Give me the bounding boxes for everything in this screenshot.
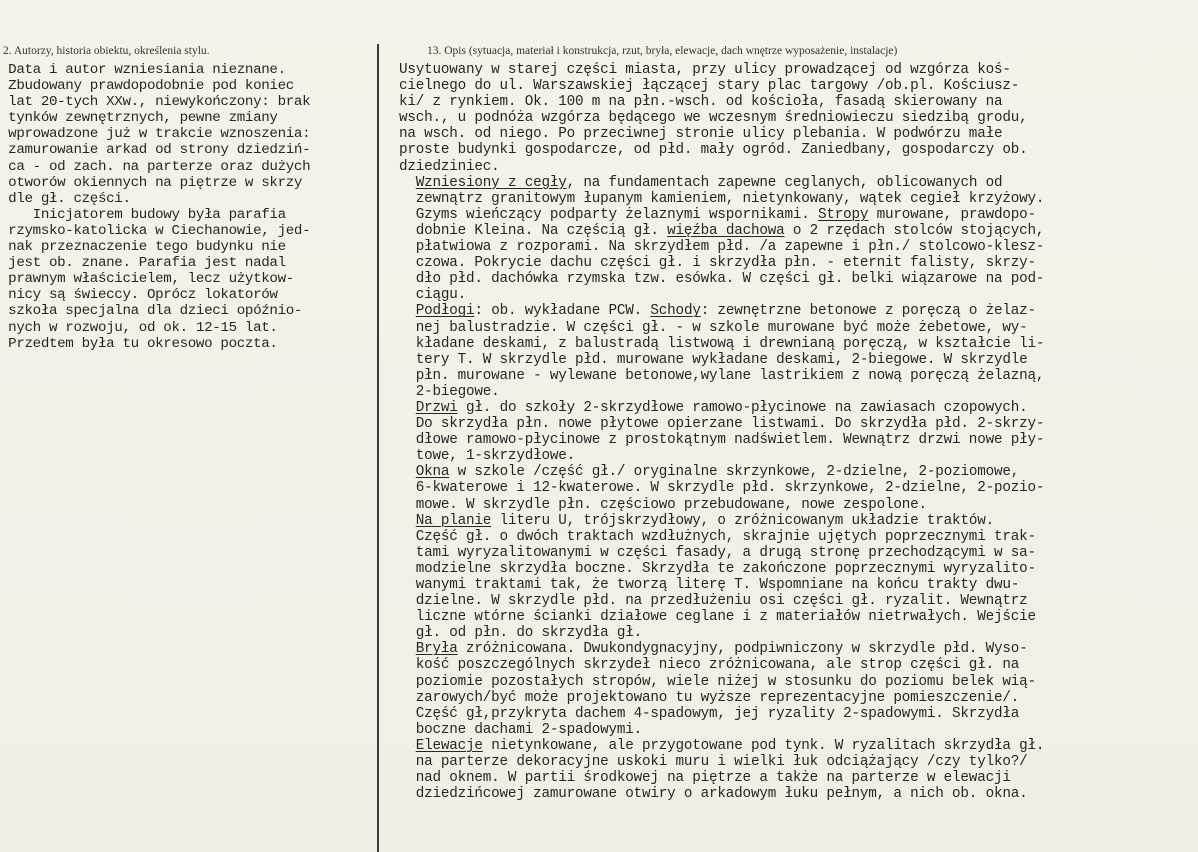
right-text-line (399, 706, 1194, 722)
text-segment: nietynkowane, ale przygotowane pod tynk. W ryzalitach skrzydła gł. (482, 737, 1045, 754)
right-text-line (399, 722, 1194, 738)
text-segment (399, 303, 416, 319)
text-segment: czowa. Pokrycie dachu części gł. i skrzydła płn. - eternit falisty, skrzy- (399, 255, 1036, 272)
left-text-line: lat 20-tych XXw., niewykończony: brak (0, 94, 311, 111)
text-segment: o 2 rzędach stolców stojących, (784, 222, 1045, 239)
right-text-line (399, 239, 1194, 255)
underlined-heading: Schody (650, 303, 701, 320)
text-segment: ciągu. (399, 287, 467, 304)
right-text-line (399, 384, 1194, 400)
text-segment: , na fundamentach zapewne ceglanych, oblicowanych od (566, 174, 1003, 191)
left-text-line: ca - od zach. na parterze oraz dużych (0, 158, 311, 175)
right-text-line (399, 303, 1194, 319)
text-segment: ki/ z rynkiem. Ok. 100 m na płn.-wsch. od kościoła, fasadą skierowany na (399, 94, 1003, 111)
right-text-line (399, 497, 1194, 513)
right-text-line (399, 336, 1194, 352)
underlined-heading: Na planie (415, 512, 492, 529)
text-segment (399, 641, 416, 657)
left-column-text (0, 62, 374, 352)
underlined-heading: Bryła (415, 641, 458, 658)
left-text-line: otworów okiennych na piętrze w skrzy (0, 174, 303, 191)
underlined-heading: Podłogi (415, 303, 475, 320)
text-segment (399, 464, 416, 480)
right-text-line (399, 400, 1194, 416)
left-text-line: rzymsko-katolicka w Ciechanowie, jed- (0, 222, 311, 239)
right-text-line (399, 255, 1194, 271)
text-segment: tami wyryzalitowanymi w części fasady, a drugą stronę przechodzącymi w sa- (399, 544, 1036, 561)
text-segment (399, 513, 416, 529)
text-segment: boczne dachami 2-spadowymi. (399, 721, 643, 738)
right-text-line (399, 609, 1194, 625)
right-text-line (399, 368, 1194, 384)
right-text-line (399, 738, 1194, 754)
underlined-heading: Elewacje (415, 737, 483, 754)
text-segment: nad oknem. W partii środkowej na piętrze a także na parterze w elewacji (399, 770, 1011, 787)
right-column-header: 13. Opis (sytuacja, materiał i konstrukcja, rzut, bryła, elewacje, dach wnętrze wyposażenie, instalacje) (427, 45, 898, 57)
text-segment: liczne wtórne ścianki działowe ceglane i z materiałów nietrwałych. Wejście (399, 609, 1036, 626)
text-segment: poziomie pozostałych stropów, wiele niżej w stosunku do poziomu belek wią- (399, 673, 1036, 690)
right-text-line (399, 320, 1194, 336)
text-segment: dzielne. W skrzydle płd. na przedłużeniu osi części gł. ryzalit. Wewnątrz (399, 593, 1028, 610)
right-text-line (399, 786, 1194, 802)
right-text-line (399, 561, 1194, 577)
text-segment: murowane, prawdopo- (868, 206, 1036, 223)
text-segment: zróżnicowana. Dwukondygnacyjny, podpiwniczony w skrzydle płd. Wyso- (457, 641, 1028, 658)
right-text-line (399, 480, 1194, 496)
text-segment: mowe. W skrzydle płn. częściowo przebudowane, nowe zespolone. (399, 496, 927, 513)
text-segment (399, 175, 416, 191)
left-text-line: tynków zewnętrznych, pewne zmiany (0, 110, 278, 127)
text-segment: 6-kwaterowe i 12-kwaterowe. W skrzydle płd. skrzynkowe, 2-dzielne, 2-pozio- (399, 480, 1045, 497)
right-text-line (399, 223, 1194, 239)
text-segment: Część gł,przykryta dachem 4-spadowym, jej ryzality 2-spadowymi. Skrzydła (399, 705, 1020, 722)
text-segment: nej balustradzie. W części gł. - w szkole murowane być może żebetowe, wy- (399, 319, 1028, 336)
text-segment: na parterze dekoracyjne uskoki muru i wielki łuk odciążający /czy tylko?/ (399, 754, 1028, 771)
right-text-line (399, 674, 1194, 690)
left-text-line: prawnym właścicielem, lecz użytkow- (0, 271, 294, 288)
right-column-text (399, 62, 1194, 802)
text-segment: dobnie Kleina. Na częścią gł. (399, 222, 668, 239)
right-text-line (399, 175, 1194, 191)
text-segment: gł. od płn. do skrzydła gł. (399, 625, 643, 642)
right-text-line (399, 94, 1194, 110)
text-segment: płatwiowa z rozporami. Na skrzydłem płd. /a zapewne i płn./ stolcowo-klesz- (399, 239, 1045, 256)
right-text-line (399, 287, 1194, 303)
left-text-line: Inicjatorem budowy była parafia (0, 206, 286, 223)
text-segment: Gzyms wieńczący podparty żelaznymi wspornikami. (399, 206, 818, 223)
left-text-line: Data i autor wzniesiania nieznane. (0, 62, 286, 78)
text-segment: dziedziniec. (399, 158, 500, 175)
right-text-line (399, 625, 1194, 641)
right-text-line (399, 191, 1194, 207)
left-text-line: jest ob. znane. Parafia jest nadal (0, 255, 286, 272)
text-segment: płn. murowane - wylewane betonowe,wylane lastrikiem z nową poręczą żelazną, (399, 367, 1045, 384)
right-text-line (399, 432, 1194, 448)
text-segment: dłowe ramowo-płycinowe z prostokątnym nadświetlem. Wewnątrz drzwi nowe pły- (399, 432, 1045, 449)
left-text-line: wprowadzone już w trakcie wznoszenia: (0, 126, 311, 143)
text-segment: Część gł. o dwóch traktach wzdłużnych, skrajnie ujętych poprzecznymi trak- (399, 528, 1036, 545)
right-text-line (399, 352, 1194, 368)
text-segment: : zewnętrzne betonowe z poręczą o żelaz- (700, 303, 1036, 320)
text-segment: wsch., u podnóża wzgórza będącego we wczesnym średniowieczu siedzibą grodu, (399, 110, 1028, 127)
underlined-heading: Stropy (817, 206, 869, 223)
left-column-header: 2. Autorzy, historia obiektu, określenia stylu. (3, 45, 210, 57)
text-segment (399, 738, 416, 754)
text-segment: dziedzińcowej zamurowane otwiry o arkadowym łuku pełnym, a nich ob. okna. (399, 786, 1028, 803)
text-segment: kładane deskami, z balustradą listwową i drewnianą poręczą, w kształcie li- (399, 335, 1045, 352)
right-text-line (399, 142, 1194, 158)
left-text-line: nak przeznaczenie tego budynku nie (0, 239, 286, 256)
right-text-line (399, 271, 1194, 287)
right-text-line (399, 464, 1194, 480)
underlined-heading: Okna (415, 464, 450, 481)
right-text-line (399, 593, 1194, 609)
right-text-line (399, 416, 1194, 432)
text-segment: 2-biegowe. (399, 383, 500, 400)
text-segment: : ob. wykładane PCW. (474, 303, 651, 320)
right-text-line (399, 641, 1194, 657)
text-segment: w szkole /część gł./ oryginalne skrzynkowe, 2-dzielne, 2-poziomowe, (449, 464, 1020, 481)
underlined-heading: więźba dachowa (667, 222, 785, 239)
right-text-line (399, 690, 1194, 706)
text-segment: proste budynki gospodarcze, od płd. mały ogród. Zaniedbany, gospodarczy ob. (399, 142, 1028, 159)
text-segment: kość poszczególnych skrzydeł nieco zróżnicowana, ale strop części gł. na (399, 657, 1020, 674)
left-text-line: dle gł. części. (0, 190, 131, 207)
right-text-line (399, 513, 1194, 529)
right-text-line (399, 448, 1194, 464)
right-text-line (399, 657, 1194, 673)
text-segment: na wsch. od niego. Po przeciwnej stronie ulicy plebania. W podwórzu małe (399, 126, 1003, 143)
text-segment: gł. do szkoły 2-skrzydłowe ramowo-płycinowe na zawiasach czopowych. (457, 399, 1028, 416)
column-divider (377, 44, 379, 852)
right-text-line (399, 110, 1194, 126)
text-segment: towe, 1-skrzydłowe. (399, 448, 575, 465)
right-text-line (399, 126, 1194, 142)
left-text-line: szkoła specjalna dla dzieci opóźnio- (0, 303, 303, 320)
text-segment: tery T. W skrzydle płd. murowane wykładane deskami, 2-biegowe. W skrzydle (399, 351, 1028, 368)
text-segment: Usytuowany w starej części miasta, przy ulicy prowadzącej od wzgórza koś- (399, 62, 1011, 78)
text-segment: cielnego do ul. Warszawskiej łączącej stary plac targowy /ob.pl. Kościusz- (399, 78, 1020, 95)
underlined-heading: Drzwi (415, 399, 458, 416)
left-text-line: Zbudowany prawdopodobnie pod koniec (0, 78, 294, 95)
text-segment: dło płd. dachówka rzymska tzw. esówka. W części gł. belki wiązarowe na pod- (399, 271, 1045, 288)
right-text-line (399, 62, 1194, 78)
left-text-line: zamurowanie arkad od strony dziedziń- (0, 142, 311, 159)
right-text-line (399, 577, 1194, 593)
right-text-line (399, 770, 1194, 786)
text-segment: modzielne skrzydła boczne. Skrzydła te zakończone poprzecznymi wyryzalito- (399, 560, 1036, 577)
text-segment (399, 400, 416, 416)
right-text-line (399, 159, 1194, 175)
text-segment: wanymi traktami tak, że tworzą literę T. Wspomniane na końcu trakty dwu- (399, 577, 1020, 593)
right-text-line (399, 207, 1194, 223)
text-segment: zarowych/być może projektowano tu wyższe reprezentacyjne pomieszczenie/. (399, 689, 1020, 706)
right-text-line (399, 545, 1194, 561)
text-segment: literu U, trójskrzydłowy, o zróżnicowanym układzie traktów. (491, 512, 994, 529)
underlined-heading: Wzniesiony z cegły (415, 174, 567, 191)
right-text-line (399, 78, 1194, 94)
left-text-line: nicy są świeccy. Oprócz lokatorów (0, 287, 278, 304)
text-segment: Do skrzydła płn. nowe płytowe opierzane listwami. Do skrzydła płd. 2-skrzy- (399, 416, 1045, 433)
text-segment: zewnątrz granitowym łupanym kamieniem, nietynkowany, wątek cegieł krzyżowy. (399, 190, 1045, 207)
right-text-line (399, 754, 1194, 770)
left-text-line: Przedtem była tu okresowo poczta. (0, 335, 278, 352)
right-text-line (399, 529, 1194, 545)
left-text-line: nych w rozwoju, od ok. 12-15 lat. (0, 319, 278, 336)
